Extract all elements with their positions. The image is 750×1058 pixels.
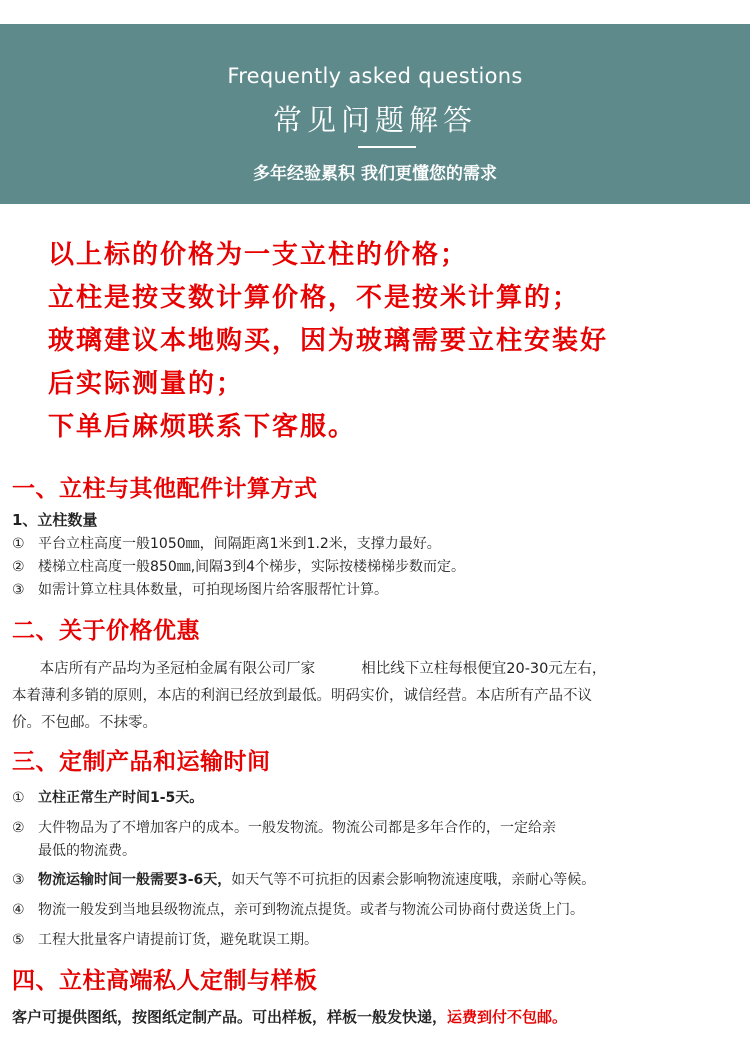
section4-body: 客户可提供图纸，按图纸定制产品。可出样板，样板一般发快递， bbox=[12, 1008, 448, 1026]
notice-line: 以上标的价格为一支立柱的价格； bbox=[48, 240, 469, 270]
section1-title: 一、立柱与其他配件计算方式 bbox=[12, 476, 318, 502]
item-text: 工程大批量客户请提前订货，避免耽误工期。 bbox=[38, 932, 318, 948]
section2-title: 二、关于价格优惠 bbox=[12, 618, 200, 644]
header-divider bbox=[358, 146, 416, 148]
paragraph-line: 本店所有产品均为圣冠柏金属有限公司厂家 相比线下立柱每根便宜20-30元左右， bbox=[12, 661, 607, 677]
list-item bbox=[12, 533, 441, 553]
list-item bbox=[12, 556, 465, 576]
item-text: 最低的物流费。 bbox=[38, 843, 136, 859]
list-item bbox=[12, 579, 388, 599]
item-number: ③ bbox=[12, 872, 25, 888]
item-text: 大件物品为了不增加客户的成本。一般发物流。物流公司都是多年合作的，一定给亲 bbox=[38, 820, 556, 836]
notice-line: 玻璃建议本地购买，因为玻璃需要立柱安装好 bbox=[48, 326, 609, 356]
list-item bbox=[12, 899, 584, 919]
item-number: ④ bbox=[12, 902, 25, 918]
top-margin bbox=[0, 0, 750, 24]
header-title-chinese: 常见问题解答 bbox=[272, 103, 477, 137]
list-item bbox=[12, 869, 595, 889]
item-text: 平台立柱高度一般1050㎜，间隔距离1米到1.2米，支撑力最好。 bbox=[38, 536, 441, 552]
item-text: 如需计算立柱具体数量，可拍现场图片给客服帮忙计算。 bbox=[38, 582, 388, 598]
header-title-english: Frequently asked questions bbox=[227, 64, 523, 88]
item-text: 楼梯立柱高度一般850㎜,间隔3到4个梯步，实际按楼梯梯步数而定。 bbox=[38, 559, 465, 575]
price-notice bbox=[48, 234, 738, 449]
section4-text bbox=[12, 1006, 567, 1027]
item-text: 如天气等不可抗拒的因素会影响物流速度哦，亲耐心等候。 bbox=[231, 872, 596, 888]
item-text: 物流一般发到当地县级物流点，亲可到物流点提货。或者与物流公司协商付费送货上门。 bbox=[38, 902, 584, 918]
notice-line: 后实际测量的； bbox=[48, 369, 245, 399]
paragraph-line: 本着薄利多销的原则，本店的利润已经放到最低。明码实价，诚信经营。本店所有产品不议 bbox=[12, 688, 592, 704]
item-number: ① bbox=[12, 536, 25, 552]
paragraph-line: 价。不包邮。不抹零。 bbox=[12, 715, 157, 731]
item-number: ② bbox=[12, 820, 25, 836]
item-number: ① bbox=[12, 790, 25, 806]
section3-title: 三、定制产品和运输时间 bbox=[12, 749, 271, 775]
list-item-continuation bbox=[12, 840, 136, 860]
list-item bbox=[12, 929, 318, 949]
section1-subtitle: 1、立柱数量 bbox=[12, 511, 98, 529]
shipping-note: 运费到付不包邮。 bbox=[447, 1008, 568, 1026]
item-number: ⑤ bbox=[12, 932, 25, 948]
list-item bbox=[12, 787, 203, 807]
faq-header-banner bbox=[0, 24, 750, 204]
item-bold-text: 物流运输时间一般需要3-6天， bbox=[38, 872, 232, 888]
item-number: ③ bbox=[12, 582, 25, 598]
notice-line: 立柱是按支数计算价格，不是按米计算的； bbox=[48, 283, 581, 313]
list-item bbox=[12, 817, 556, 837]
notice-line: 下单后麻烦联系下客服。 bbox=[48, 412, 357, 442]
item-bold-text: 立柱正常生产时间1-5天。 bbox=[38, 790, 204, 806]
section4-title: 四、立柱高端私人定制与样板 bbox=[12, 968, 318, 994]
header-subtitle: 多年经验累积 我们更懂您的需求 bbox=[253, 164, 497, 184]
item-number: ② bbox=[12, 559, 25, 575]
section2-paragraph bbox=[12, 656, 742, 737]
